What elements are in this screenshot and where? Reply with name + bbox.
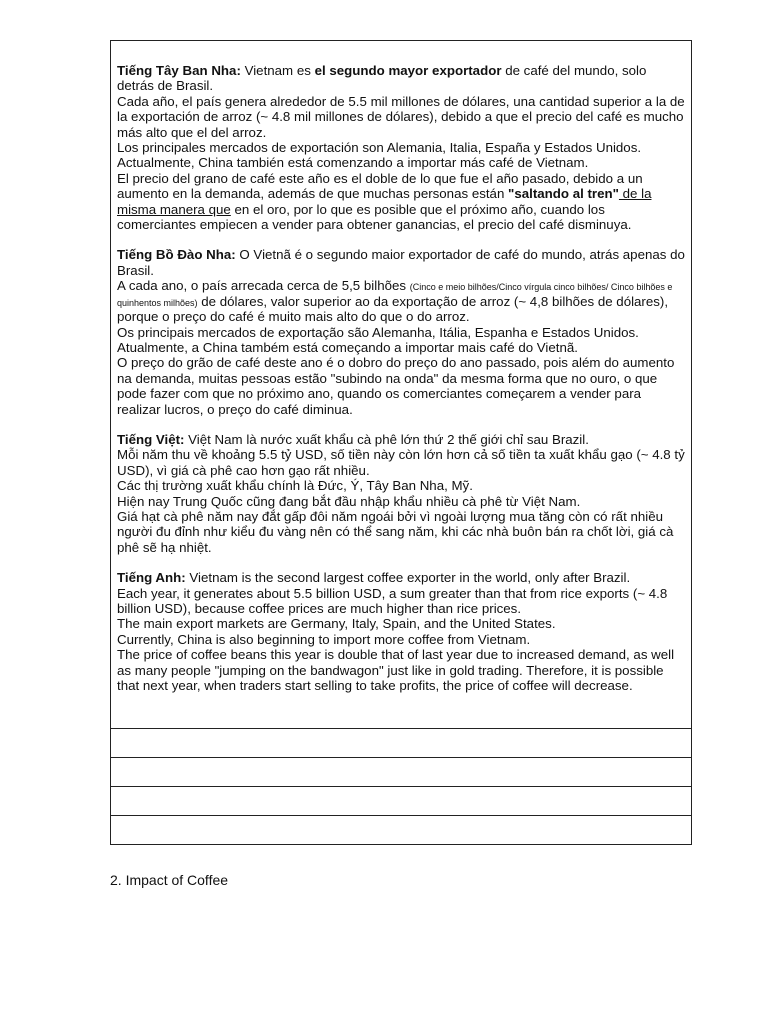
spanish-text: en el oro, por lo que es posible que el próximo año, cuando los comerciantes empiecen a vender para obtener ganancias, el precio del café disminuya.	[117, 201, 632, 233]
spanish-underlined: de la misma manera que	[117, 186, 652, 217]
vietnamese-paragraph-1	[117, 432, 685, 447]
section-heading: 2. Impact of Coffee	[110, 872, 229, 888]
vietnamese-paragraph-5: Giá hạt cà phê năm nay đắt gấp đôi năm ngoái bởi vì ngoài lượng mua tăng còn có rất nhiều người đu đỉnh như kiểu đu vàng nên có thể sang năm, khi các nhà buôn bán ra chốt lời, giá cà phê sẽ hạ nhiệt.	[117, 508, 674, 555]
empty-table-row	[111, 757, 691, 786]
spanish-emphasis: el segundo mayor exportador	[314, 63, 502, 78]
english-paragraph-2: Each year, it generates about 5.5 billion USD, a sum greater than that from rice exports (~ 4.8 billion USD), because coffee prices are much higher than rice prices.	[117, 585, 668, 616]
english-text: Vietnam is the second largest coffee exporter in the world, only after Brazil.	[185, 570, 631, 586]
empty-table-row	[111, 815, 691, 844]
vietnamese-paragraph-4: Hiện nay Trung Quốc cũng đang bắt đầu nhập khẩu nhiều cà phê từ Việt Nam.	[117, 493, 581, 509]
empty-table-row	[111, 728, 691, 757]
portuguese-block	[117, 247, 685, 416]
empty-table-row	[111, 786, 691, 815]
portuguese-paragraph-5: O preço do grão de café deste ano é o dobro do preço do ano passado, pois além do aumento na demanda, muitas pessoas estão "subindo na onda" da mesma forma que no ouro, o que pode fazer com que no próximo ano, quando os comerciantes começarem a vender para realizar lucros, o preço do café diminua.	[117, 355, 675, 417]
portuguese-paragraph-4: Atualmente, a China também está começando a importar mais café do Vietnã.	[117, 339, 578, 355]
spanish-paragraph-5	[117, 171, 685, 233]
translation-table	[110, 40, 692, 845]
spanish-text: de café del mundo, solo detrás de Brasil.	[117, 63, 647, 94]
spanish-label: Tiếng Tây Ban Nha:	[117, 63, 241, 78]
english-paragraph-4: Currently, China is also beginning to import more coffee from Vietnam.	[117, 631, 531, 647]
portuguese-label: Tiếng Bồ Đào Nha:	[117, 247, 236, 263]
vietnamese-paragraph-2: Mỗi năm thu về khoảng 5.5 tỷ USD, số tiền này còn lớn hơn cả số tiền ta xuất khẩu gạo (~ 4.8 tỷ USD), vì giá cà phê cao hơn gạo rất nhiều.	[117, 447, 685, 478]
spanish-block	[117, 63, 685, 232]
spanish-text: El precio del grano de café este año es el doble de lo que fue el año pasado, debido a un aumento en la demanda, además de que muchas personas están	[117, 170, 643, 202]
portuguese-paragraph-1	[117, 247, 685, 278]
translation-cell	[111, 41, 691, 728]
portuguese-small-note: (Cinco e meio bilhões/Cinco vírgula cinco bilhões/ Cinco bilhões e quinhentos milhões)	[117, 282, 673, 308]
vietnamese-text: Việt Nam là nước xuất khẩu cà phê lớn thứ 2 thế giới chỉ sau Brazil.	[184, 431, 589, 447]
english-block	[117, 570, 685, 693]
spanish-paragraph-4: Actualmente, China también está comenzando a importar más café de Vietnam.	[117, 155, 589, 171]
portuguese-text: O Vietnã é o segundo maior exportador de café do mundo, atrás apenas do Brasil.	[117, 247, 685, 278]
spanish-paragraph-1	[117, 63, 685, 94]
spanish-quote: "saltando al tren"	[508, 186, 619, 202]
portuguese-paragraph-2	[117, 278, 685, 324]
portuguese-text: A cada ano, o país arrecada cerca de 5,5 bilhões	[117, 278, 410, 294]
vietnamese-paragraph-3: Các thị trường xuất khẩu chính là Đức, Ý, Tây Ban Nha, Mỹ.	[117, 478, 473, 494]
spanish-text: Vietnam es	[240, 63, 315, 78]
spanish-paragraph-3: Los principales mercados de exportación son Alemania, Italia, España y Estados Unidos.	[117, 140, 642, 156]
portuguese-text: de dólares, valor superior ao da exportação de arroz (~ 4,8 bilhões de dólares), porque o preço do café é muito mais alto do que o do arroz.	[117, 293, 669, 325]
english-paragraph-5: The price of coffee beans this year is double that of last year due to increased demand, as well as many people "jumping on the bandwagon" just like in gold trading. Therefore, it is possible that next year, when traders start selling to take profits, the price of coffee will decrease.	[117, 647, 675, 694]
vietnamese-block	[117, 432, 685, 555]
english-label: Tiếng Anh:	[117, 570, 186, 586]
portuguese-paragraph-3: Os principais mercados de exportação são Alemanha, Itália, Espanha e Estados Unidos.	[117, 324, 639, 340]
english-paragraph-1	[117, 570, 685, 585]
vietnamese-label: Tiếng Việt:	[117, 431, 185, 447]
spanish-paragraph-2: Cada año, el país genera alrededor de 5.5 mil millones de dólares, una cantidad superior a la de la exportación de arroz (~ 4.8 mil millones de dólares), debido a que el precio del café es mucho más alto que el del arroz.	[117, 93, 685, 140]
english-paragraph-3: The main export markets are Germany, Italy, Spain, and the United States.	[117, 616, 556, 632]
